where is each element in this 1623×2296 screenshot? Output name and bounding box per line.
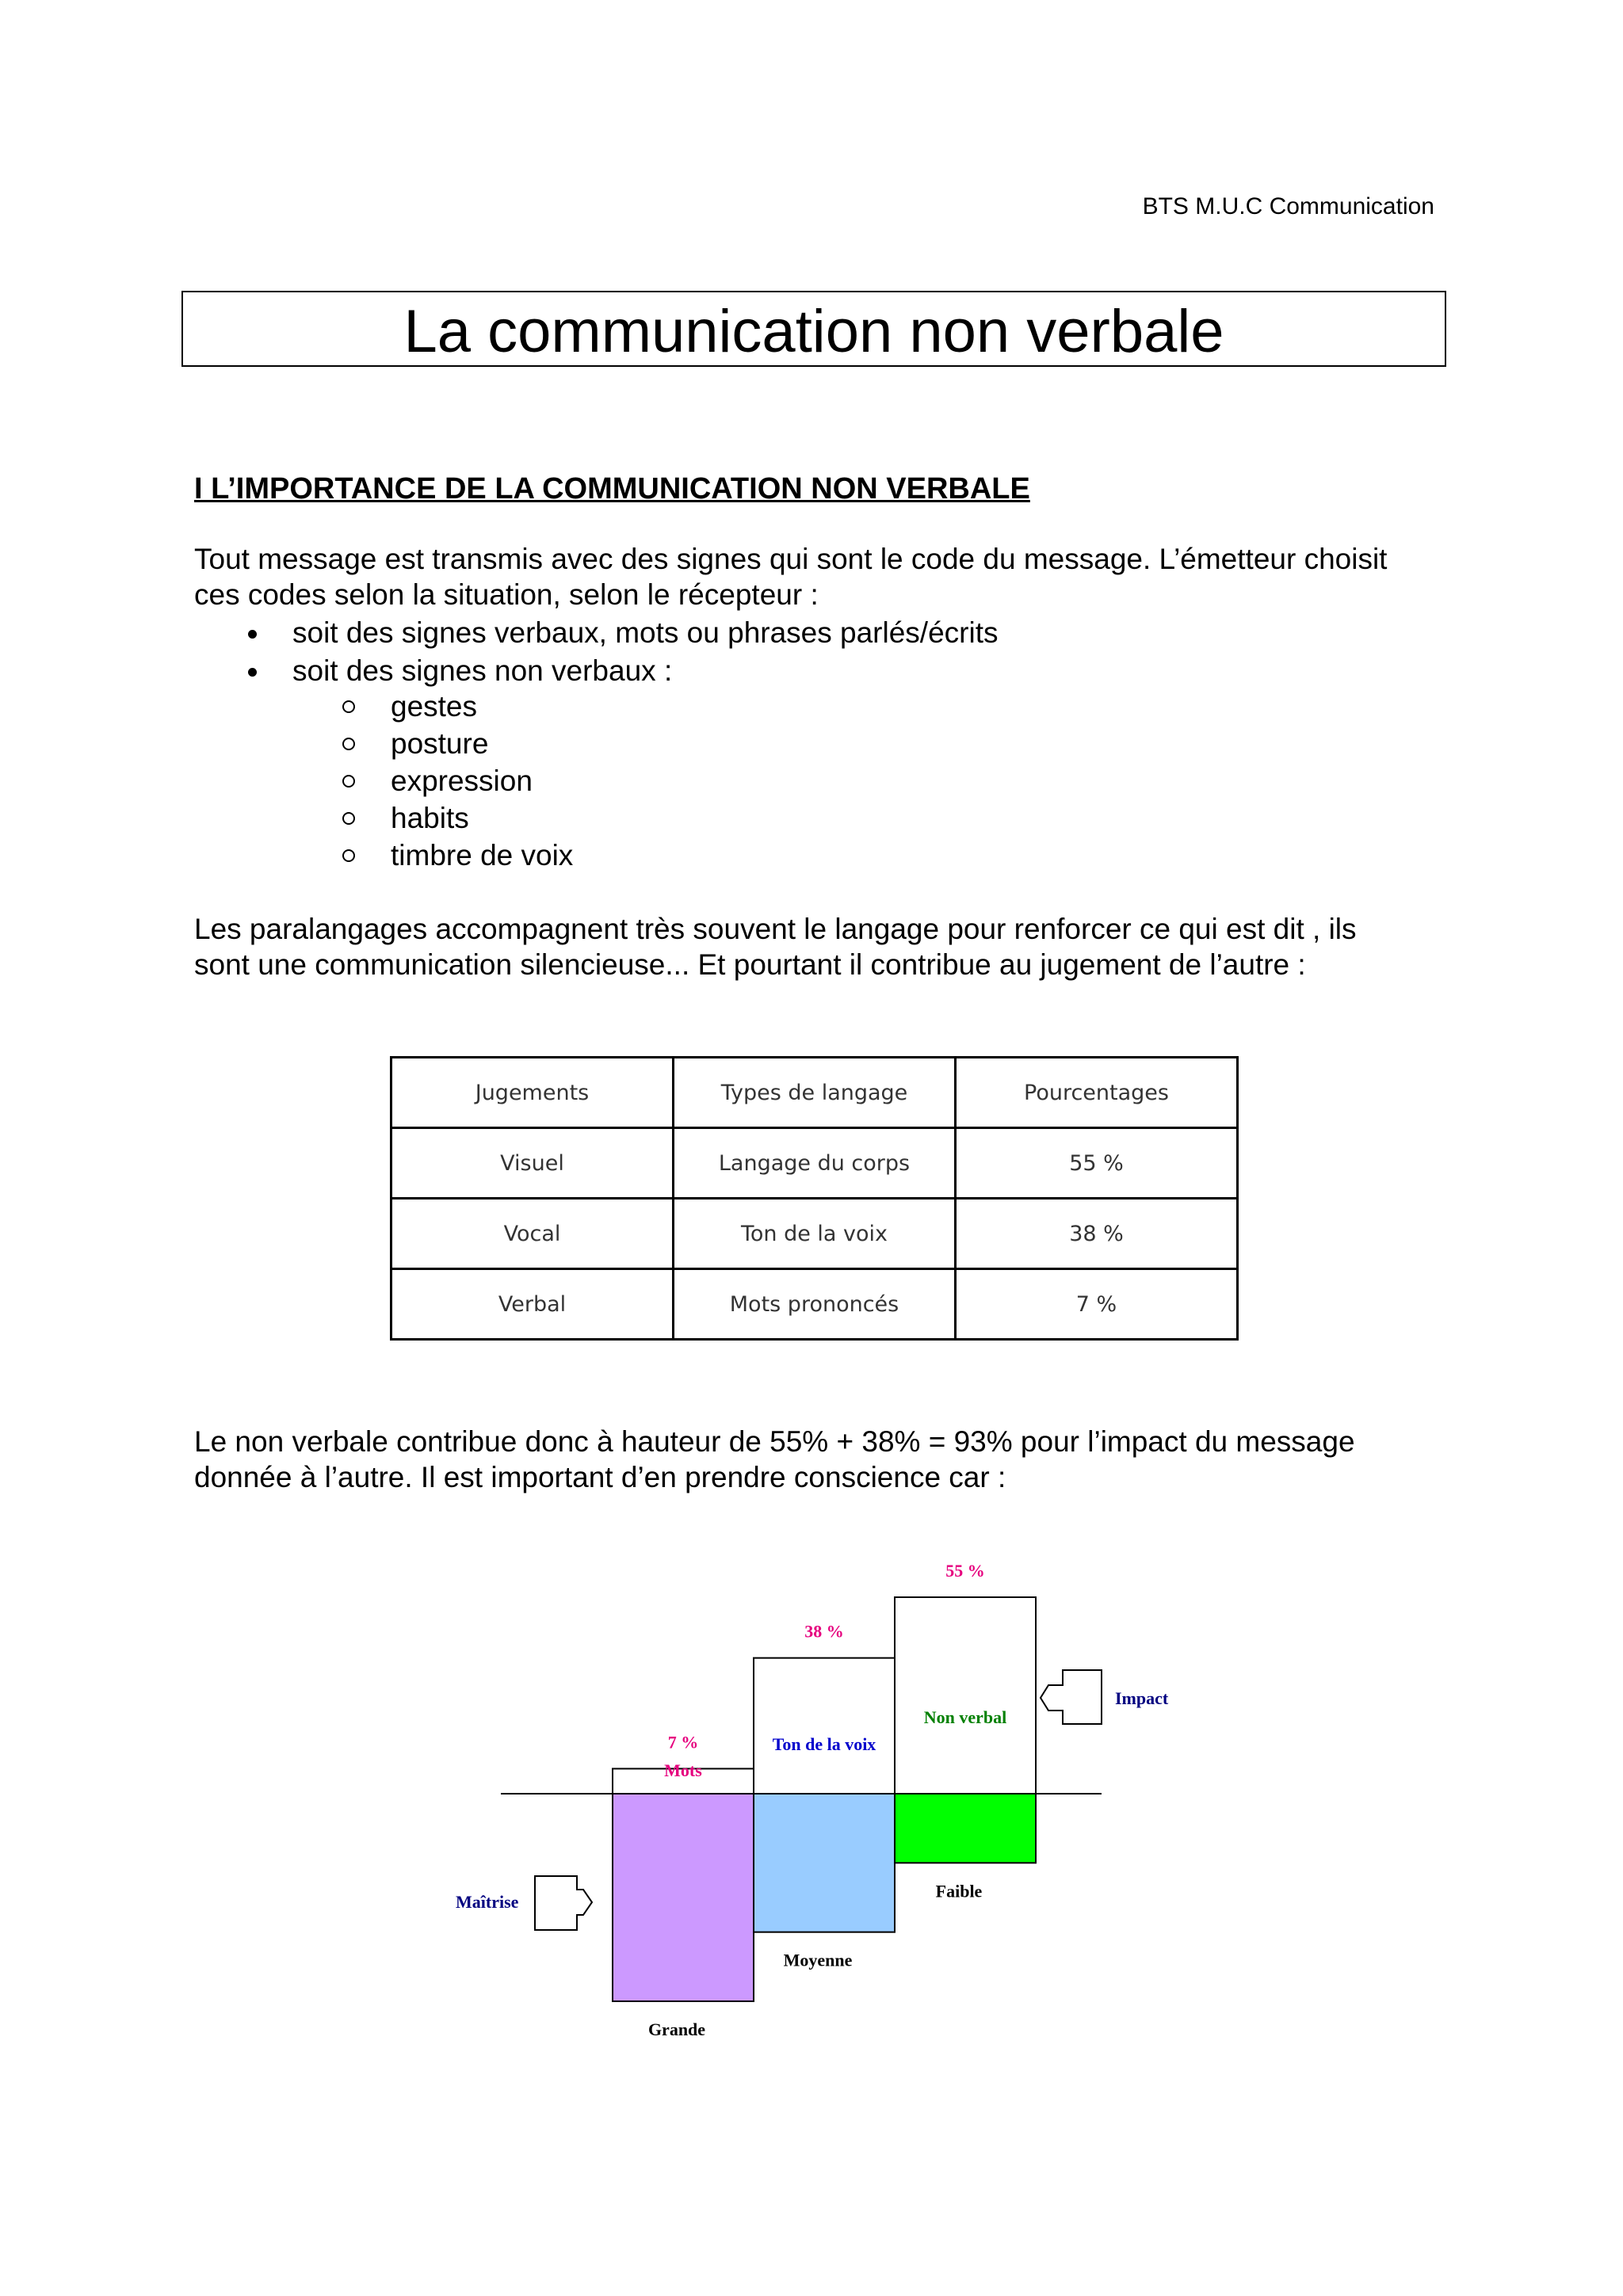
impact-arrow-label: Impact — [1115, 1688, 1169, 1708]
table-cell: Mots prononcés — [674, 1269, 956, 1340]
conclusion-line-2: donnée à l’autre. Il est important d’en prendre conscience car : — [194, 1461, 1006, 1493]
table-cell: 55 % — [956, 1128, 1238, 1199]
judgement-table — [390, 1056, 1239, 1341]
mastery-bar — [895, 1794, 1036, 1863]
intro-paragraph — [194, 541, 1462, 612]
page-title: La communication non verbale — [403, 298, 1224, 365]
paralangage-line-1: Les paralangages accompagnent très souvent le langage pour renforcer ce qui est dit , ils — [194, 913, 1357, 945]
bullet-list — [238, 614, 998, 690]
table-cell: Ton de la voix — [674, 1199, 956, 1269]
mastery-label: Faible — [935, 1881, 983, 1901]
impact-percent-label: 38 % — [804, 1621, 844, 1642]
list-item — [342, 725, 573, 762]
intro-line-1: Tout message est transmis avec des signes qui sont le code du message. L’émetteur choisit — [194, 543, 1388, 575]
list-item-text: timbre de voix — [391, 839, 574, 871]
title-box — [181, 291, 1446, 367]
list-item-text: expression — [391, 765, 533, 797]
table-row — [391, 1269, 1238, 1340]
table-header-cell: Pourcentages — [956, 1058, 1238, 1128]
category-label: Ton de la voix — [772, 1734, 876, 1754]
bullet-icon — [248, 668, 257, 677]
mastery-bar — [754, 1794, 895, 1932]
table-cell: Visuel — [391, 1128, 674, 1199]
list-item — [342, 762, 573, 799]
list-item — [342, 837, 573, 874]
circle-bullet-icon — [342, 812, 355, 825]
list-item — [238, 614, 998, 652]
circle-bullet-icon — [342, 738, 355, 750]
mastery-label: Grande — [647, 2019, 706, 2039]
circle-bullet-icon — [342, 775, 355, 788]
mastery-bar — [613, 1794, 754, 2001]
section-heading: I L’IMPORTANCE DE LA COMMUNICATION NON VERBALE — [194, 472, 1030, 505]
impact-percent-label: 7 % — [667, 1732, 699, 1753]
table-header-row — [391, 1058, 1238, 1128]
table-cell: Langage du corps — [674, 1128, 956, 1199]
table-row — [391, 1199, 1238, 1269]
list-item — [342, 688, 573, 725]
table-cell: Vocal — [391, 1199, 674, 1269]
bullet-icon — [248, 630, 257, 639]
mastery-arrow-icon — [535, 1876, 592, 1930]
mastery-arrow-label: Maîtrise — [456, 1892, 519, 1912]
circle-bullet-icon — [342, 700, 355, 713]
table-cell: 38 % — [956, 1199, 1238, 1269]
list-item-text: soit des signes verbaux, mots ou phrases parlés/écrits — [292, 616, 999, 649]
impact-bar — [895, 1597, 1036, 1794]
impact-mastery-chart — [444, 1553, 1205, 2060]
list-item-text: gestes — [391, 690, 478, 723]
table-header-cell: Jugements — [391, 1058, 674, 1128]
category-label: Non verbal — [923, 1707, 1007, 1727]
category-label: Mots — [664, 1760, 702, 1780]
paralangage-line-2: sont une communication silencieuse... Et pourtant il contribue au jugement de l’autre : — [194, 948, 1306, 981]
conclusion-line-1: Le non verbale contribue donc à hauteur de 55% + 38% = 93% pour l’impact du message — [194, 1425, 1355, 1458]
list-item-text: soit des signes non verbaux : — [292, 654, 673, 687]
table-row — [391, 1128, 1238, 1199]
mastery-label: Moyenne — [783, 1950, 853, 1970]
list-item — [342, 799, 573, 837]
table-cell: Verbal — [391, 1269, 674, 1340]
list-item — [238, 652, 998, 690]
impact-percent-label: 55 % — [945, 1561, 985, 1581]
impact-arrow-icon — [1041, 1670, 1102, 1724]
impact-bar — [754, 1658, 895, 1794]
conclusion-paragraph — [194, 1424, 1462, 1495]
document-header: BTS M.U.C Communication — [1142, 193, 1434, 219]
list-item-text: posture — [391, 727, 489, 760]
intro-line-2: ces codes selon la situation, selon le récepteur : — [194, 578, 819, 611]
list-item-text: habits — [391, 802, 469, 834]
paralangage-paragraph — [194, 911, 1462, 982]
sub-bullet-list — [342, 688, 573, 874]
table-cell: 7 % — [956, 1269, 1238, 1340]
table-header-cell: Types de langage — [674, 1058, 956, 1128]
circle-bullet-icon — [342, 849, 355, 862]
